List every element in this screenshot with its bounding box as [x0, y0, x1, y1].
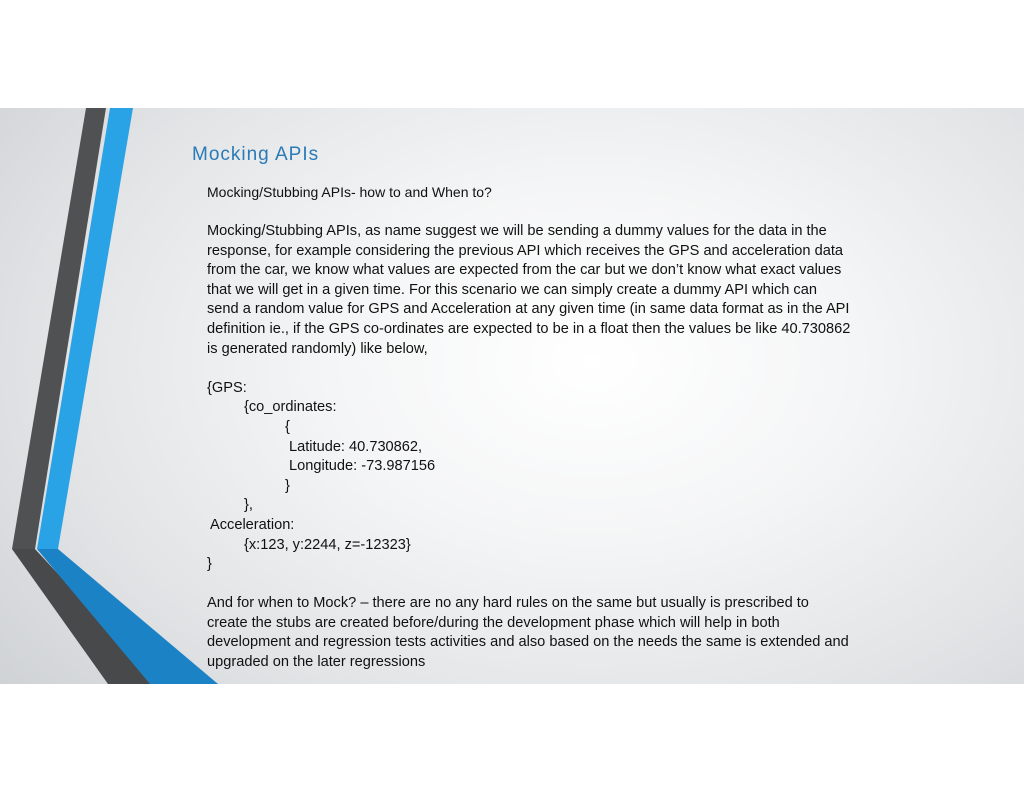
code-line: Longitude: -73.987156: [289, 458, 436, 475]
intro-line: that we will get in a given time. For this scenario we can simply create a dummy API which can: [207, 281, 817, 298]
intro-line: is generated randomly) like below,: [207, 340, 428, 357]
closing-line: create the stubs are created before/during the development phase which will help in both: [207, 614, 780, 631]
blank-line: [207, 575, 927, 595]
closing-line: development and regression tests activities and also based on the needs the same is extended and: [207, 634, 849, 651]
slide: [0, 108, 1024, 684]
code-line: }: [285, 477, 290, 494]
code-line: {co_ordinates:: [244, 399, 337, 416]
code-line: Latitude: 40.730862,: [289, 438, 423, 455]
code-line: },: [244, 497, 253, 514]
slide-title: Mocking APIs: [192, 144, 320, 165]
slide-body: [207, 222, 927, 673]
code-example: [207, 379, 927, 575]
code-line: Acceleration:: [210, 516, 295, 533]
intro-line: definition ie., if the GPS co-ordinates are expected to be in a float then the values be like 40.730862: [207, 320, 851, 337]
code-line: {: [285, 418, 290, 435]
closing-line: upgraded on the later regressions: [207, 654, 426, 671]
closing-line: And for when to Mock? – there are no any hard rules on the same but usually is prescribed to: [207, 595, 809, 612]
closing-paragraph: [207, 594, 927, 672]
intro-line: send a random value for GPS and Acceleration at any given time (in same data format as in the API: [207, 301, 850, 318]
code-line: {x:123, y:2244, z=-12323}: [244, 536, 411, 553]
code-line: {GPS:: [207, 379, 247, 396]
intro-line: from the car, we know what values are expected from the car but we don’t know what exact values: [207, 262, 842, 279]
code-line: }: [207, 556, 212, 573]
intro-line: response, for example considering the previous API which receives the GPS and acceleration data: [207, 242, 843, 259]
intro-paragraph: [207, 222, 927, 359]
blank-line: [207, 359, 927, 379]
slide-subtitle: Mocking/Stubbing APIs- how to and When to?: [207, 184, 492, 200]
intro-line: Mocking/Stubbing APIs, as name suggest we will be sending a dummy values for the data in the: [207, 223, 827, 239]
